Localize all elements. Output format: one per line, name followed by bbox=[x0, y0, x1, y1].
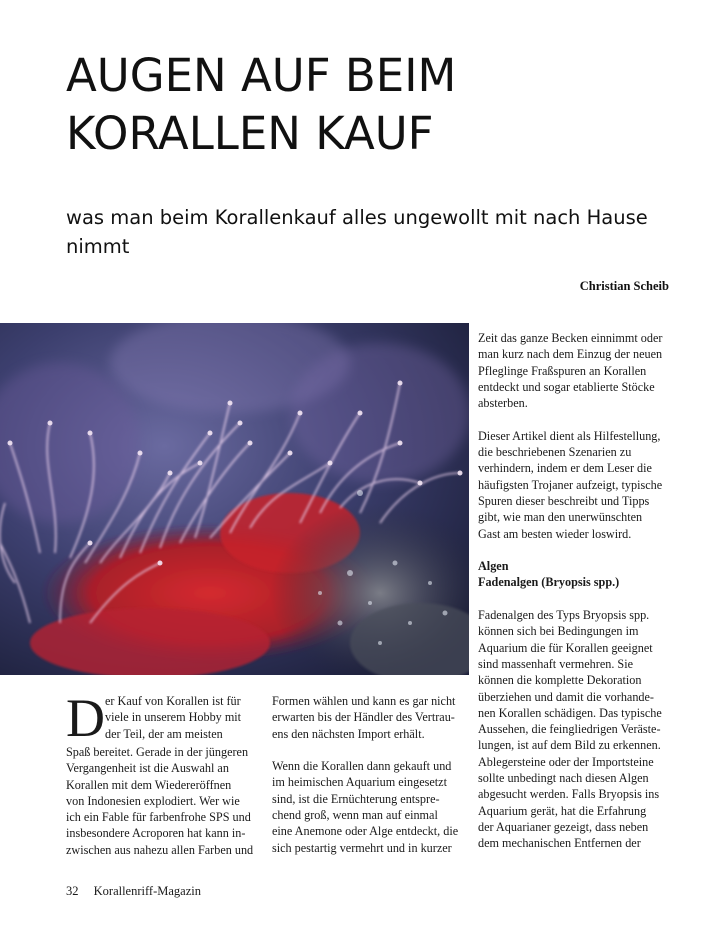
paragraph bbox=[272, 758, 468, 856]
text-line: im heimischen Aquarium eingesetzt bbox=[272, 775, 447, 790]
page-number: 32 bbox=[66, 884, 79, 898]
text-line: eine Anemone oder Alge entdeckt, die bbox=[272, 824, 459, 839]
text-line: sollte unbedingt nach diesen Algen bbox=[478, 771, 649, 786]
text-line: Dieser Artikel dient als Hilfestellung, bbox=[478, 428, 661, 443]
text-line: dem mechanischen Entfernen der bbox=[478, 836, 641, 851]
drop-cap: D bbox=[66, 688, 105, 748]
text-line: erwarten bis der Händler des Vertrau- bbox=[272, 710, 455, 725]
text-line: können die komplette Dekoration bbox=[478, 673, 642, 688]
text-line: sind, ist die Ernüchterung entspre- bbox=[272, 791, 440, 806]
text-line: häufigsten Trojaner aufzeigt, typische bbox=[478, 477, 663, 492]
text-line: man kurz nach dem Einzug der neuen bbox=[478, 347, 663, 362]
text-line: viele in unserem Hobby mit bbox=[105, 710, 242, 725]
text-line: verhindern, indem er dem Leser die bbox=[478, 461, 652, 476]
text-line: Aussehen, die feingliedrigen Veräste- bbox=[478, 722, 661, 737]
text-line: sind massenhaft vermehren. Sie bbox=[478, 656, 634, 671]
text-line: Spuren dieser beschreibt und Tipps bbox=[478, 493, 650, 508]
text-line: überziehen und damit die vorhande- bbox=[478, 689, 654, 704]
text-line: er Kauf von Korallen ist für bbox=[105, 694, 241, 708]
coral-anemone-photo bbox=[0, 323, 469, 675]
text-line: entdeckt und sogar etablierte Stöcke bbox=[478, 379, 655, 394]
article-title-line-2: KORALLEN KAUF bbox=[66, 107, 434, 160]
page-footer bbox=[66, 884, 201, 899]
text-line: sich pestartig vermehrt und in kurzer bbox=[272, 840, 452, 855]
text-line: abgesucht werden. Falls Bryopsis ins bbox=[478, 787, 660, 802]
magazine-name: Korallenriff-Magazin bbox=[93, 884, 201, 898]
article-title bbox=[66, 47, 666, 163]
text-line: gibt, wie man den unerwünschten bbox=[478, 510, 643, 525]
text-line: von Indonesien explodiert. Wer wie bbox=[66, 793, 240, 808]
text-line: ich ein Fable für farbenfrohe SPS und bbox=[66, 810, 251, 825]
text-line: können sich bei Bedingungen im bbox=[478, 624, 639, 639]
text-line: der Aquarianer gezeigt, dass neben bbox=[478, 819, 649, 834]
text-line: Aquarium die für Korallen geeignet bbox=[478, 640, 653, 655]
text-line: Spaß bereitet. Gerade in der jüngeren bbox=[66, 745, 249, 759]
paragraph bbox=[478, 330, 678, 411]
paragraph bbox=[478, 607, 678, 851]
article-author: Christian Scheib bbox=[579, 279, 669, 293]
text-line: Gast am besten wieder loswird. bbox=[478, 526, 632, 541]
text-line: Korallen mit dem Wiedereröffnen bbox=[66, 777, 232, 792]
text-line: Aquarium gerät, hat die Erfahrung bbox=[478, 803, 647, 818]
text-line: Wenn die Korallen dann gekauft und bbox=[272, 759, 452, 774]
text-line: Zeit das ganze Becken einnimmt oder bbox=[478, 331, 663, 345]
text-line: nen Korallen schädigen. Das typische bbox=[478, 705, 662, 720]
text-line: der Teil, der am meisten bbox=[105, 726, 223, 741]
text-line: absterben. bbox=[478, 396, 528, 411]
section-heading bbox=[478, 558, 678, 591]
text-line: die beschriebenen Szenarien zu bbox=[478, 445, 632, 460]
text-line: Ablegersteine oder der Importsteine bbox=[478, 754, 654, 769]
text-line: zwischen aus nahezu allen Farben und bbox=[66, 842, 254, 857]
article-subtitle: was man beim Korallenkauf alles ungewollt mit nach Hause nimmt bbox=[66, 206, 648, 258]
text-line: chend groß, wenn man auf einmal bbox=[272, 808, 438, 823]
article-column-right bbox=[478, 330, 678, 852]
article-column-left bbox=[66, 688, 262, 858]
text-line: Formen wählen und kann es gar nicht bbox=[272, 694, 456, 708]
paragraph bbox=[478, 428, 678, 542]
text-line: Pfleglinge Fraßspuren an Korallen bbox=[478, 363, 647, 378]
heading-algen: Algen bbox=[478, 559, 509, 574]
text-line: ens den nächsten Import erhält. bbox=[272, 726, 425, 741]
article-column-middle bbox=[272, 693, 468, 856]
text-line: Vergangenheit ist die Auswahl an bbox=[66, 761, 229, 776]
article-title-line-1: AUGEN AUF BEIM bbox=[66, 49, 457, 102]
text-line: insbesondere Acroporen hat kann in- bbox=[66, 826, 246, 841]
paragraph bbox=[272, 693, 468, 742]
text-line: lungen, ist auf dem Bild zu erkennen. bbox=[478, 738, 661, 753]
heading-fadenalgen: Fadenalgen (Bryopsis spp.) bbox=[478, 575, 620, 590]
text-line: Fadenalgen des Typs Bryopsis spp. bbox=[478, 608, 650, 623]
